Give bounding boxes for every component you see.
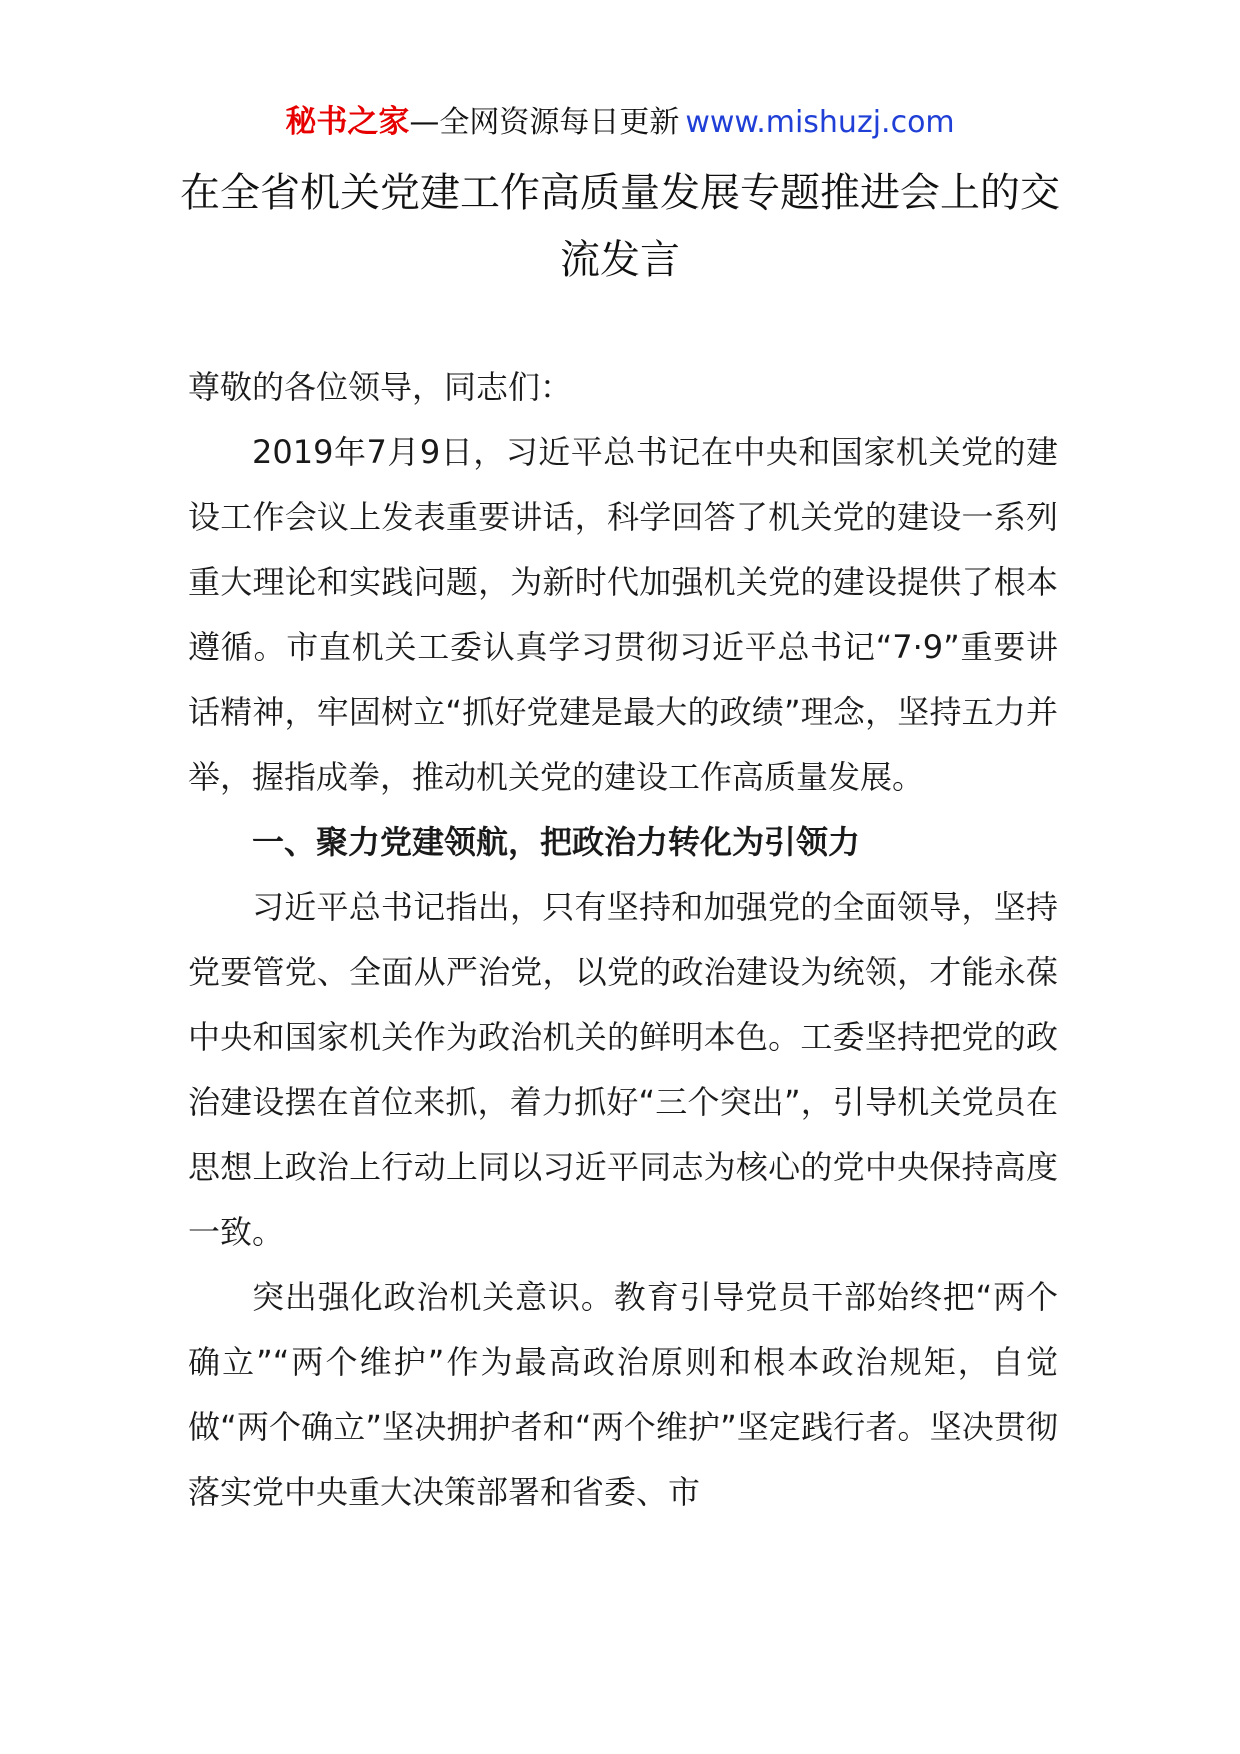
brand-name: 秘书之家 xyxy=(285,104,410,140)
salutation: 尊敬的各位领导，同志们： xyxy=(188,368,573,406)
document-title: 在全省机关党建工作高质量发展专题推进会上的交流发言 xyxy=(180,170,1060,283)
site-tagline: —全网资源每日更新 xyxy=(409,105,680,140)
paragraph: 2019年7月9日，习近平总书记在中央和国家机关党的建设工作会议上发表重要讲话，科学回答了机关党的建设一系列重大理论和实践问题，为新时代加强机关党的建设提供了根本遵循。市直机关工委认真学习贯彻习近平总书记“7·9”重要讲话精神，牢固树立“抓好党建是最大的政绩”理念，坚持五力并举，握指成拳，推动机关党的建设工作高质量发展。 xyxy=(188,433,1058,796)
paragraph: 习近平总书记指出，只有坚持和加强党的全面领导，坚持党要管党、全面从严治党，以党的政治建设为统领，才能永葆中央和国家机关作为政治机关的鲜明本色。工委坚持把党的政治建设摆在首位来抓，着力抓好“三个突出”，引导机关党员在思想上政治上行动上同以习近平同志为核心的党中央保持高度一致。 xyxy=(188,888,1058,1251)
document-body xyxy=(188,355,1058,1525)
site-header xyxy=(0,100,1240,145)
site-url-link[interactable]: www.mishuzj.com xyxy=(685,105,955,140)
section-heading: 一、聚力党建领航，把政治力转化为引领力 xyxy=(252,823,861,861)
paragraph: 突出强化政治机关意识。教育引导党员干部始终把“两个确立”“两个维护”作为最高政治原则和根本政治规矩，自觉做“两个确立”坚决拥护者和“两个维护”坚定践行者。坚决贯彻落实党中央重大决策部署和省委、市 xyxy=(188,1278,1058,1511)
